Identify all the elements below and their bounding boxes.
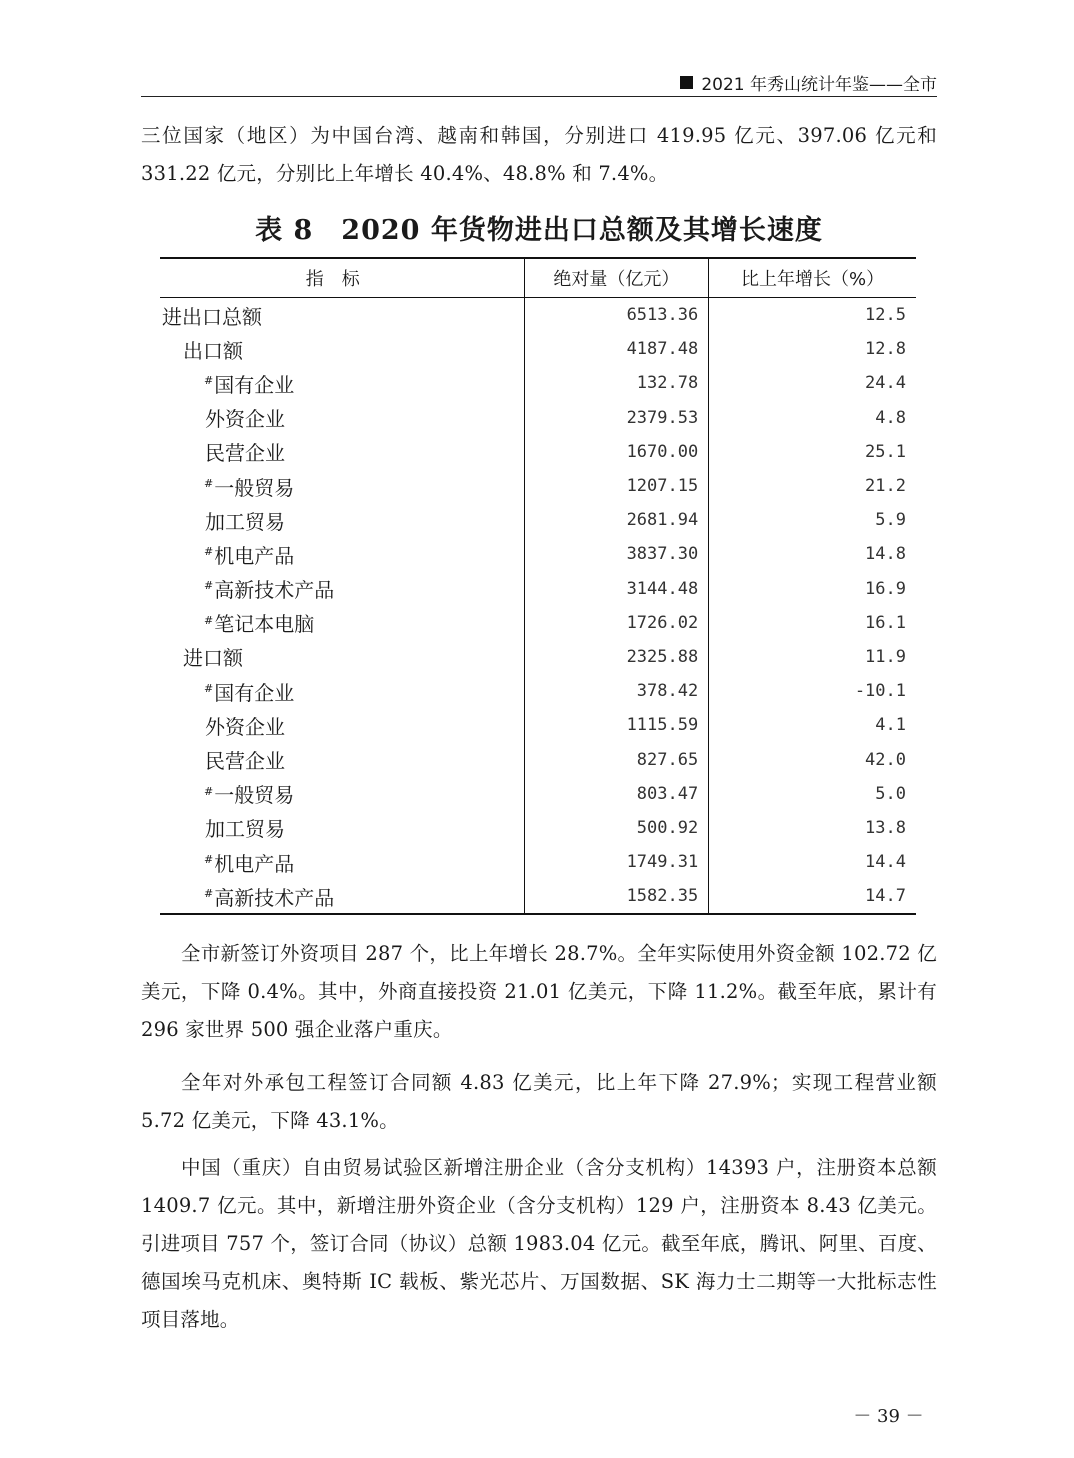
row-value: 827.65 xyxy=(524,742,709,776)
table-row xyxy=(160,845,916,879)
table-row xyxy=(160,537,916,571)
row-value: 803.47 xyxy=(524,777,709,811)
row-value: 3144.48 xyxy=(524,572,709,606)
row-growth: 16.9 xyxy=(709,572,916,606)
table-row xyxy=(160,401,916,435)
row-growth: 5.0 xyxy=(709,777,916,811)
row-label: #笔记本电脑 xyxy=(204,612,315,637)
row-label: #高新技术产品 xyxy=(204,578,335,603)
row-label: #一般贸易 xyxy=(204,783,295,808)
row-label: 进口额 xyxy=(183,646,243,671)
row-growth: 24.4 xyxy=(709,366,916,400)
row-label: #国有企业 xyxy=(204,372,295,397)
header-value: 绝对量（亿元） xyxy=(524,258,709,298)
row-growth: 25.1 xyxy=(709,435,916,469)
table-row xyxy=(160,742,916,776)
row-growth: -10.1 xyxy=(709,674,916,708)
header-growth: 比上年增长（%） xyxy=(709,258,916,298)
row-growth: 14.8 xyxy=(709,537,916,571)
table-row xyxy=(160,606,916,640)
row-mark: # xyxy=(204,374,214,388)
row-value: 1749.31 xyxy=(524,845,709,879)
row-value: 6513.36 xyxy=(524,298,709,333)
row-growth: 13.8 xyxy=(709,811,916,845)
paragraph-free-trade-zone: 中国（重庆）自由贸易试验区新增注册企业（含分支机构）14393 户，注册资本总额 1409.7 亿元。其中，新增注册外资企业（含分支机构）129 户，注册资本 8.43 亿美元。引进项目 757 个，签订合同（协议）总额 1983.04 亿元。截至年底，腾讯、阿里、百度、德国埃马克机床、奥特斯 IC 载板、紫光芯片、万国数据、SK 海力士二期等一大批标志性项目落地。 xyxy=(141,1156,937,1331)
row-value: 2379.53 xyxy=(524,401,709,435)
table-row xyxy=(160,708,916,742)
row-value: 132.78 xyxy=(524,366,709,400)
table-row xyxy=(160,811,916,845)
table-row xyxy=(160,640,916,674)
table-row xyxy=(160,298,916,333)
row-growth: 21.2 xyxy=(709,469,916,503)
table-header-row xyxy=(160,258,916,298)
intro-paragraph: 三位国家（地区）为中国台湾、越南和韩国，分别进口 419.95 亿元、397.06 亿元和 331.22 亿元，分别比上年增长 40.4%、48.8% 和 7.4%。 xyxy=(141,124,937,185)
header-indicator: 指标 xyxy=(160,258,524,298)
row-mark: # xyxy=(204,579,214,593)
row-value: 1582.35 xyxy=(524,879,709,914)
row-label: 民营企业 xyxy=(205,749,285,774)
row-label: 进出口总额 xyxy=(162,304,262,329)
table-row xyxy=(160,572,916,606)
row-label: #机电产品 xyxy=(204,851,295,876)
trade-table xyxy=(160,257,916,915)
row-value: 500.92 xyxy=(524,811,709,845)
row-growth: 4.8 xyxy=(709,401,916,435)
table-title: 表 8 2020 年货物进出口总额及其增长速度 xyxy=(255,215,823,246)
row-growth: 4.1 xyxy=(709,708,916,742)
row-growth: 12.8 xyxy=(709,332,916,366)
row-value: 1670.00 xyxy=(524,435,709,469)
table-row xyxy=(160,366,916,400)
row-growth: 14.4 xyxy=(709,845,916,879)
row-mark: # xyxy=(204,852,214,866)
row-label: #国有企业 xyxy=(204,680,295,705)
row-value: 1115.59 xyxy=(524,708,709,742)
row-mark: # xyxy=(204,784,214,798)
table-row xyxy=(160,503,916,537)
paragraph-contracting: 全年对外承包工程签订合同额 4.83 亿美元，比上年下降 27.9%；实现工程营业额 5.72 亿美元，下降 43.1%。 xyxy=(141,1071,937,1132)
row-label: 加工贸易 xyxy=(205,817,285,842)
row-label: 出口额 xyxy=(183,338,243,363)
table-row xyxy=(160,777,916,811)
row-label: #机电产品 xyxy=(204,543,295,568)
row-mark: # xyxy=(204,613,214,627)
row-growth: 42.0 xyxy=(709,742,916,776)
row-growth: 16.1 xyxy=(709,606,916,640)
table-row xyxy=(160,469,916,503)
row-growth: 12.5 xyxy=(709,298,916,333)
page-number: － 39 － xyxy=(853,1406,924,1427)
row-value: 1207.15 xyxy=(524,469,709,503)
row-mark: # xyxy=(204,476,214,490)
row-mark: # xyxy=(204,682,214,695)
table-row xyxy=(160,435,916,469)
row-label: #一般贸易 xyxy=(204,475,295,500)
table-row xyxy=(160,674,916,708)
running-header xyxy=(141,68,937,97)
row-label: 加工贸易 xyxy=(205,509,285,534)
row-label: 外资企业 xyxy=(205,407,285,432)
row-label: 外资企业 xyxy=(205,714,285,739)
row-mark: # xyxy=(204,887,214,901)
table-row xyxy=(160,332,916,366)
row-value: 1726.02 xyxy=(524,606,709,640)
header-square-icon xyxy=(680,76,693,89)
table-row xyxy=(160,879,916,914)
row-label: 民营企业 xyxy=(205,441,285,466)
row-growth: 5.9 xyxy=(709,503,916,537)
row-value: 3837.30 xyxy=(524,537,709,571)
row-mark: # xyxy=(204,545,214,559)
row-value: 378.42 xyxy=(524,674,709,708)
row-value: 2325.88 xyxy=(524,640,709,674)
row-value: 4187.48 xyxy=(524,332,709,366)
row-label: #高新技术产品 xyxy=(160,879,524,914)
row-growth: 14.7 xyxy=(709,879,916,914)
paragraph-foreign-investment: 全市新签订外资项目 287 个，比上年增长 28.7%。全年实际使用外资金额 102.72 亿美元，下降 0.4%。其中，外商直接投资 21.01 亿美元，下降 11.2%。截至年底，累计有 296 家世界 500 强企业落户重庆。 xyxy=(141,942,937,1041)
header-text: 2021 年秀山统计年鉴——全市 xyxy=(701,74,937,95)
row-growth: 11.9 xyxy=(709,640,916,674)
row-value: 2681.94 xyxy=(524,503,709,537)
